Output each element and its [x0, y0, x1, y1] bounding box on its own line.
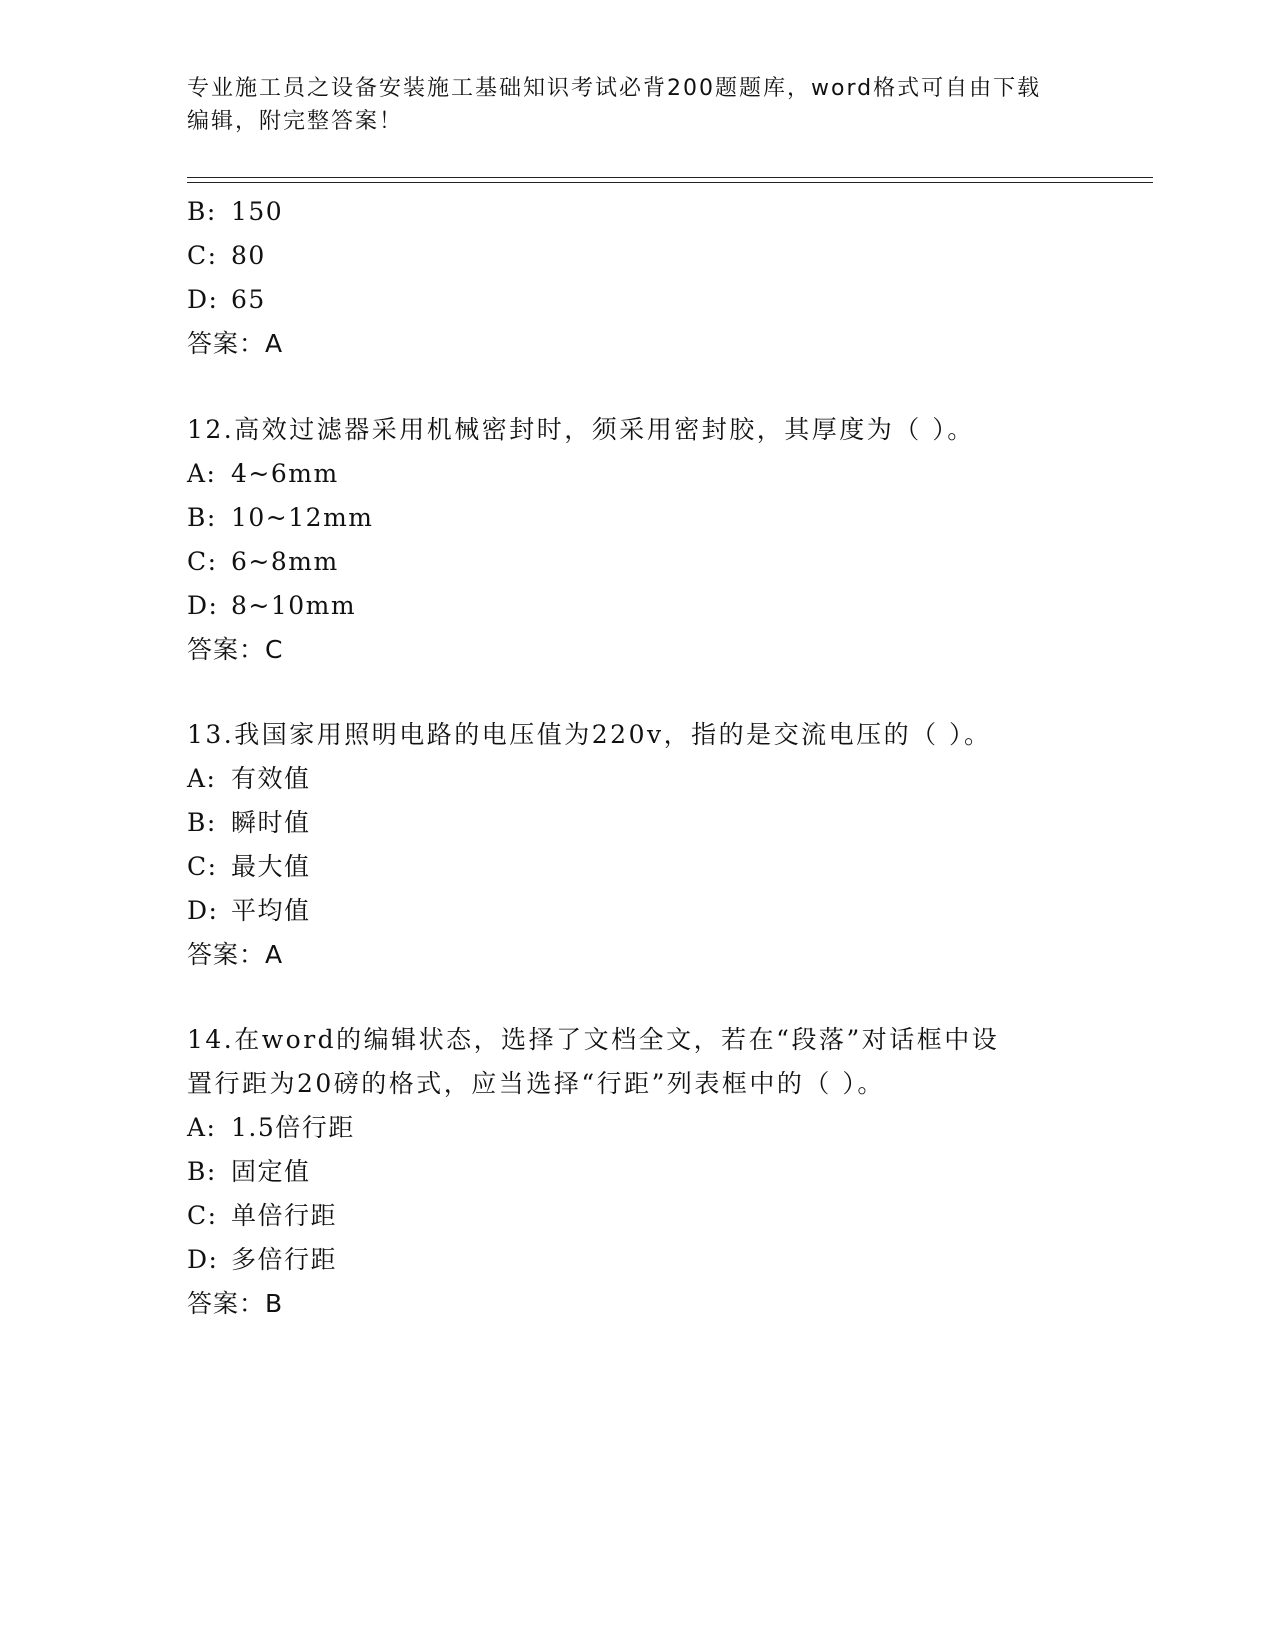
question-14-line-2: 置行距为20磅的格式，应当选择“行距”列表框中的（ ）。 [187, 1069, 885, 1098]
answer-line: 答案：C [187, 635, 284, 664]
option-b: B: 固定值 [187, 1157, 311, 1186]
question-14-line-1: 14.在word的编辑状态，选择了文档全文，若在“段落”对话框中设 [187, 1025, 1000, 1054]
option-c: C: 80 [187, 241, 266, 270]
question-12: 12.高效过滤器采用机械密封时，须采用密封胶，其厚度为（ ）。 [187, 415, 975, 444]
header-line-2: 编辑，附完整答案！ [187, 109, 404, 134]
option-d: D: 65 [187, 285, 266, 314]
option-a: A: 有效值 [187, 764, 311, 793]
document-header [187, 72, 1067, 138]
option-b: B: 10~12mm [187, 503, 374, 532]
answer-line: 答案：B [187, 1289, 284, 1318]
answer-line: 答案：A [187, 940, 284, 969]
option-b: B: 瞬时值 [187, 808, 311, 837]
option-c: C: 最大值 [187, 852, 311, 881]
option-c: C: 6~8mm [187, 547, 339, 576]
answer-line: 答案：A [187, 329, 284, 358]
header-rule-top [187, 177, 1153, 178]
option-d: D: 多倍行距 [187, 1245, 338, 1274]
option-d: D: 8~10mm [187, 591, 357, 620]
option-a: A: 1.5倍行距 [187, 1113, 355, 1142]
option-d: D: 平均值 [187, 896, 311, 925]
option-c: C: 单倍行距 [187, 1201, 338, 1230]
option-a: A: 4~6mm [187, 459, 339, 488]
header-rule-bottom [187, 182, 1153, 183]
header-line-1: 专业施工员之设备安装施工基础知识考试必背200题题库，word格式可自由下载 [187, 76, 1042, 101]
option-b: B: 150 [187, 197, 284, 226]
question-13: 13.我国家用照明电路的电压值为220v，指的是交流电压的（ ）。 [187, 720, 992, 749]
